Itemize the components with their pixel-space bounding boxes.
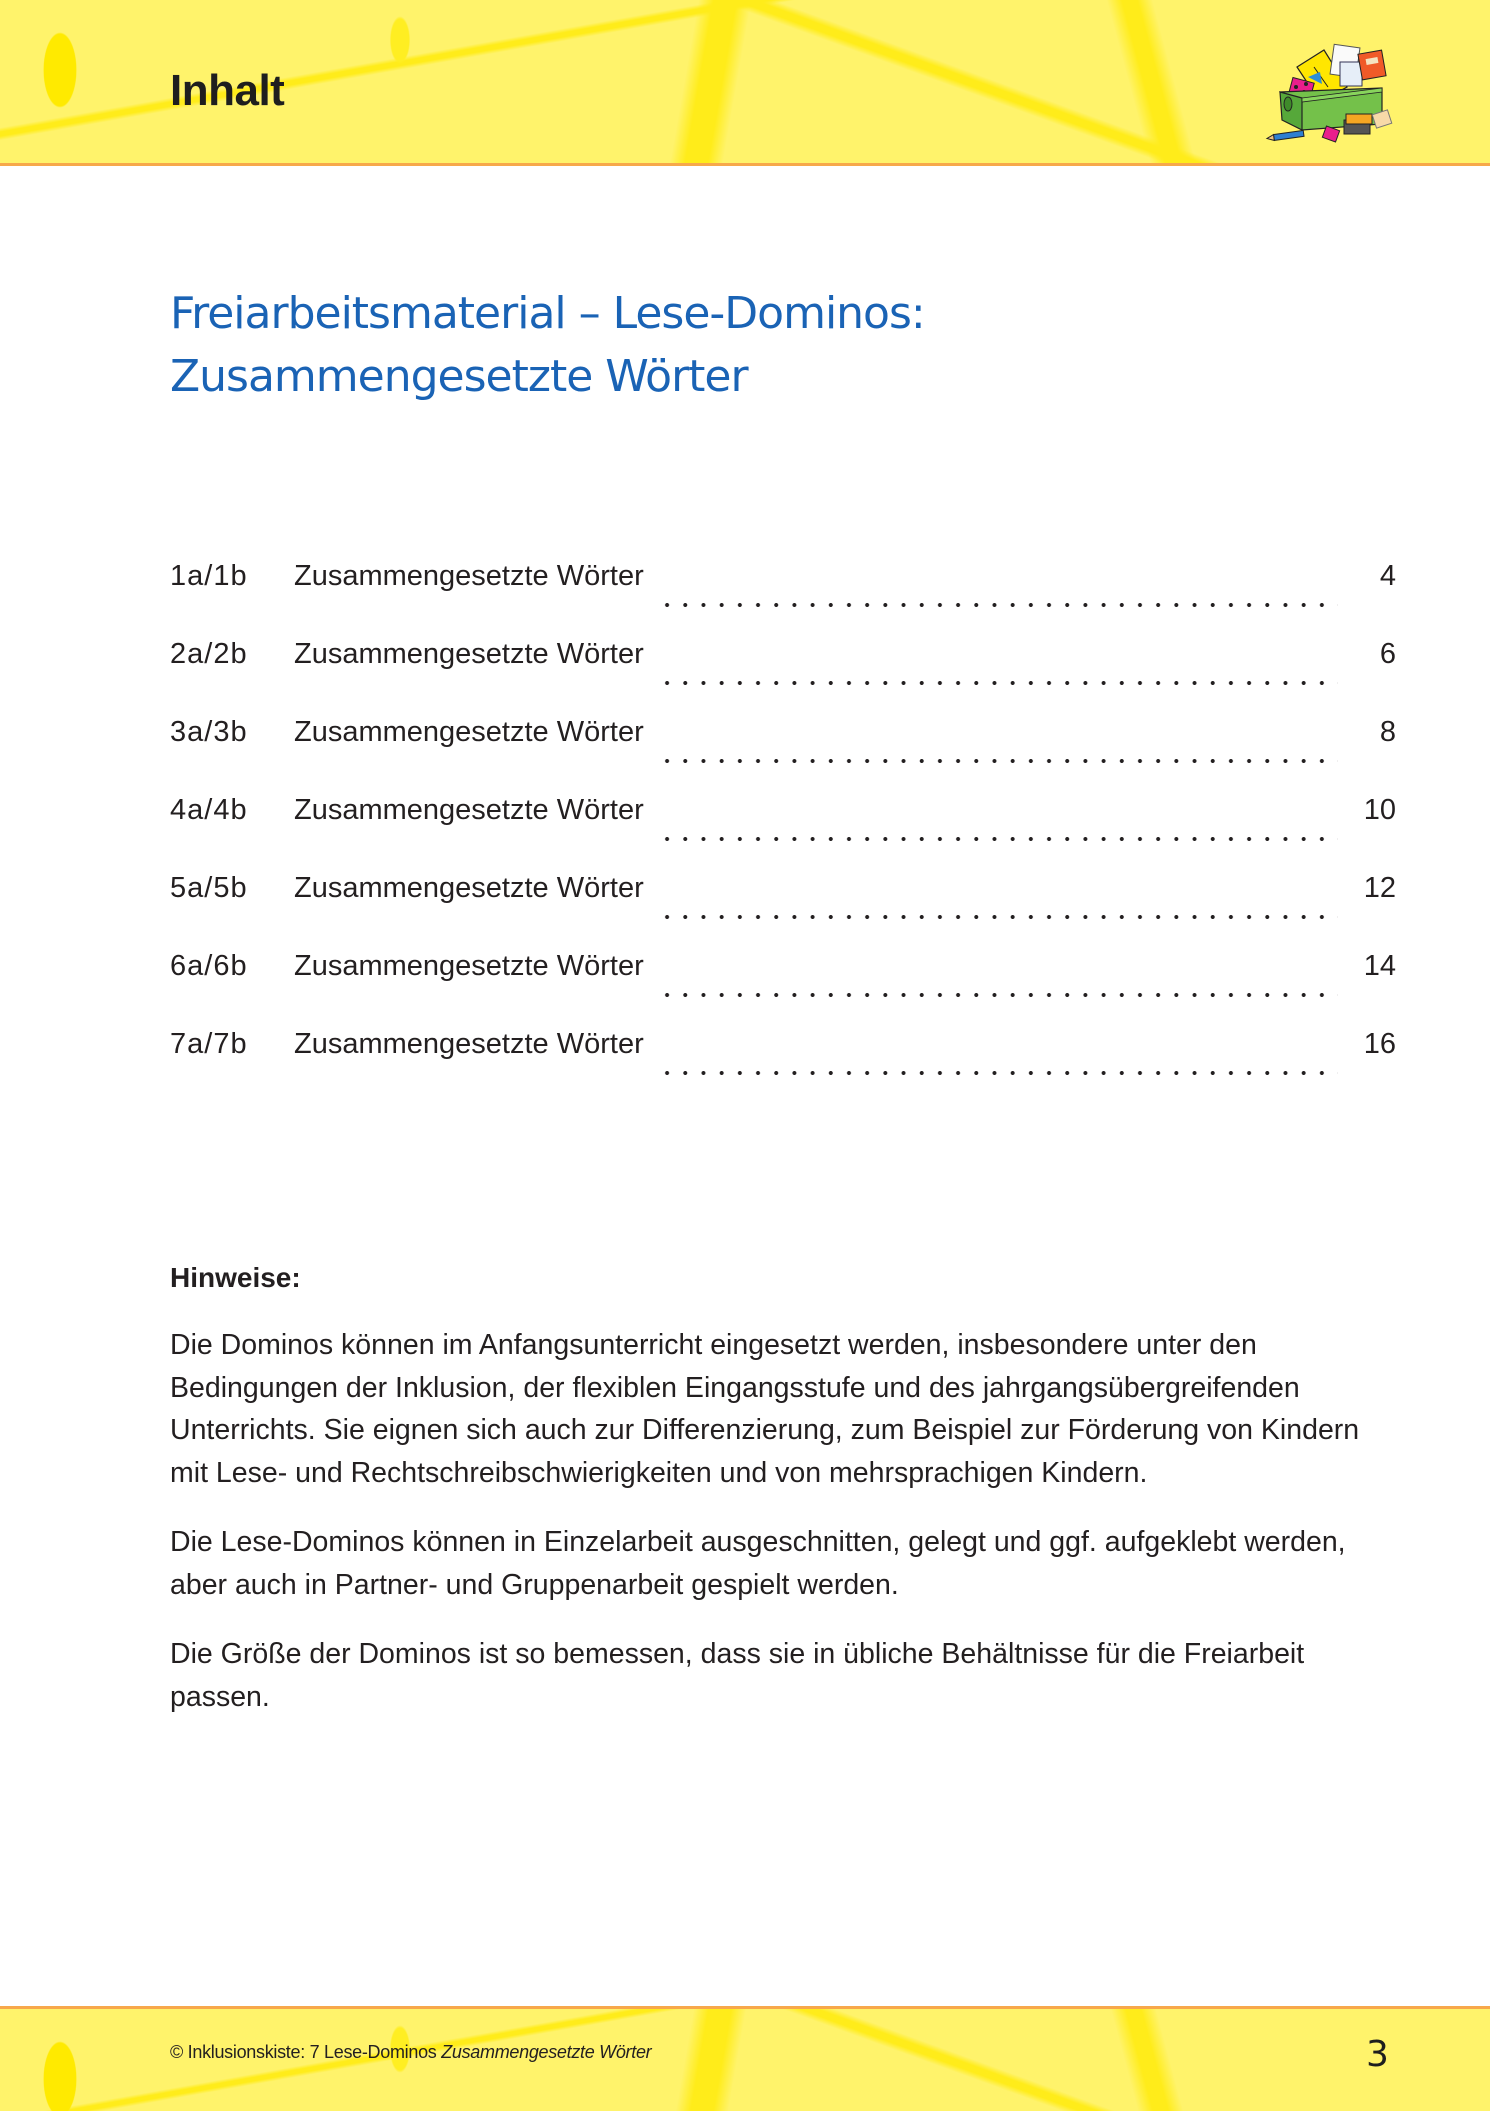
- page-number: 3: [1366, 2034, 1389, 2075]
- notes-heading: Hinweise:: [170, 1262, 301, 1293]
- materials-box-icon: [1262, 32, 1402, 150]
- footer-copyright: [170, 2042, 651, 2063]
- table-of-contents: [170, 560, 1396, 1106]
- page-title: Inhalt: [170, 66, 285, 115]
- toc-page-number: 6: [1379, 638, 1396, 670]
- toc-row[interactable]: [170, 716, 1396, 794]
- toc-page-number: 10: [1363, 794, 1396, 826]
- toc-row[interactable]: [170, 1028, 1396, 1106]
- toc-leader-dots: [658, 992, 1338, 998]
- document-title-line-1: Freiarbeitsmaterial – Lese-Dominos:: [170, 288, 925, 339]
- toc-row[interactable]: [170, 872, 1396, 950]
- toc-code: 4a/4b: [170, 794, 248, 826]
- toc-leader-dots: [658, 758, 1338, 764]
- toc-code: 6a/6b: [170, 950, 248, 982]
- notes-paragraph: Die Lese-Dominos können in Einzelarbeit ausgeschnitten, gelegt und ggf. aufgeklebt werden, aber auch in Partner- und Gruppenarbeit gespielt werden.: [170, 1526, 1346, 1601]
- toc-page-number: 8: [1379, 716, 1396, 748]
- toc-leader-dots: [658, 602, 1338, 608]
- toc-code: 5a/5b: [170, 872, 248, 904]
- toc-code: 3a/3b: [170, 716, 248, 748]
- toc-leader-dots: [658, 914, 1338, 920]
- toc-page-number: 14: [1363, 950, 1396, 982]
- notes-paragraph: Die Dominos können im Anfangsunterricht eingesetzt werden, insbesondere unter den Bedingungen der Inklusion, der flexiblen Eingangsstufe und des jahrgangsübergreifenden Unterrichts. Sie eignen sich auch zur Differenzierung, zum Beispiel zur Förderung von Kindern mit Lese- und Rechtschreibschwierigkeiten und von mehrsprachigen Kindern.: [170, 1329, 1360, 1489]
- toc-code: 1a/1b: [170, 560, 248, 592]
- toc-title: Zusammengesetzte Wörter: [294, 1028, 644, 1060]
- toc-row[interactable]: [170, 794, 1396, 872]
- notes-section: [170, 1262, 1400, 1745]
- toc-title: Zusammengesetzte Wörter: [294, 560, 644, 592]
- toc-title: Zusammengesetzte Wörter: [294, 950, 644, 982]
- toc-leader-dots: [658, 680, 1338, 686]
- toc-title: Zusammengesetzte Wörter: [294, 716, 644, 748]
- document-title-line-2: Zusammengesetzte Wörter: [170, 351, 748, 402]
- toc-page-number: 4: [1379, 560, 1396, 592]
- toc-title: Zusammengesetzte Wörter: [294, 794, 644, 826]
- footer-copyright-title: Zusammengesetzte Wörter: [441, 2042, 652, 2062]
- toc-code: 2a/2b: [170, 638, 248, 670]
- toc-title: Zusammengesetzte Wörter: [294, 638, 644, 670]
- toc-leader-dots: [658, 1070, 1338, 1076]
- toc-code: 7a/7b: [170, 1028, 248, 1060]
- toc-row[interactable]: [170, 950, 1396, 1028]
- toc-row[interactable]: [170, 560, 1396, 638]
- toc-row[interactable]: [170, 638, 1396, 716]
- toc-title: Zusammengesetzte Wörter: [294, 872, 644, 904]
- toc-page-number: 16: [1363, 1028, 1396, 1060]
- toc-leader-dots: [658, 836, 1338, 842]
- document-title: [170, 282, 925, 408]
- footer-copyright-prefix: © Inklusionskiste: 7 Lese-Dominos: [170, 2042, 437, 2062]
- notes-paragraph: Die Größe der Dominos ist so bemessen, dass sie in übliche Behältnisse für die Freiarbeit passen.: [170, 1638, 1305, 1713]
- toc-page-number: 12: [1363, 872, 1396, 904]
